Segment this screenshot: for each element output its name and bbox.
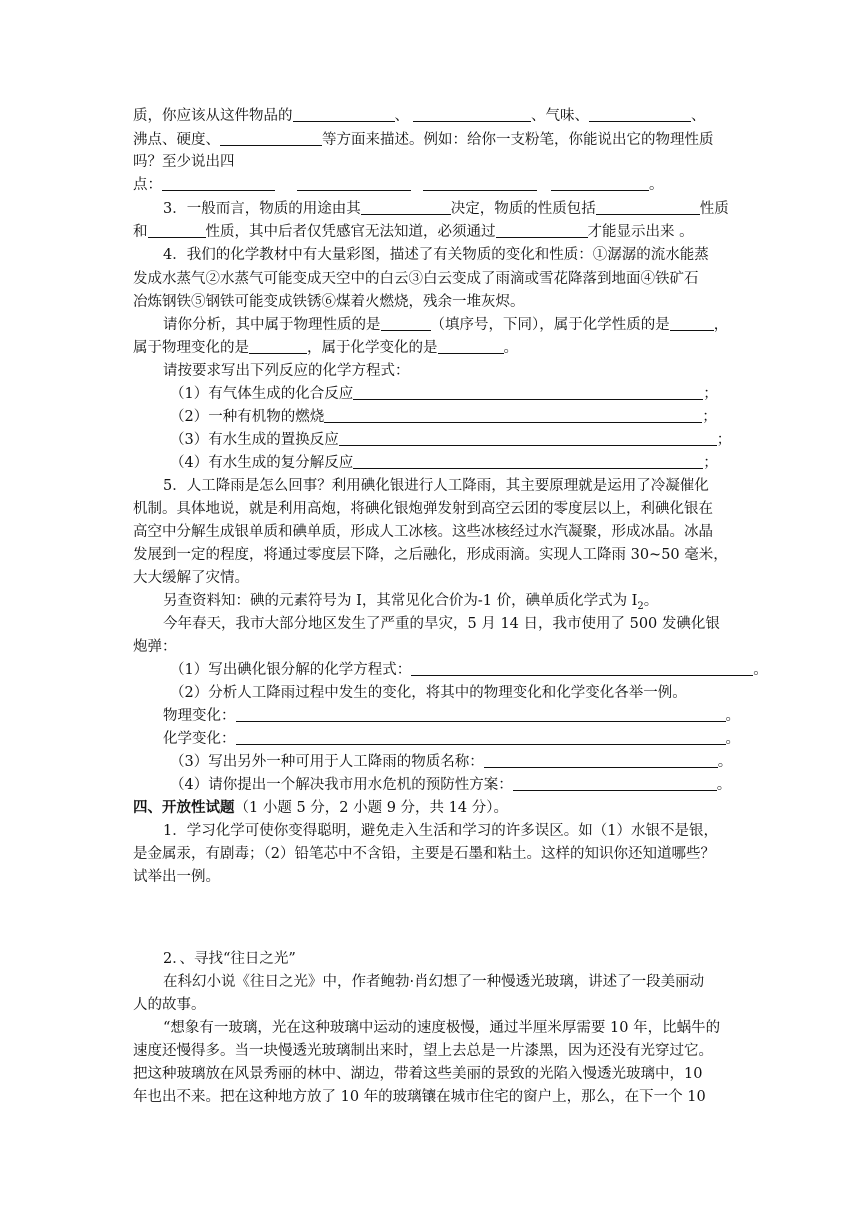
answer-blank[interactable] — [484, 753, 718, 768]
section-heading: 四、开放性试题（1 小题 5 分，2 小题 9 分，共 14 分）。 — [133, 799, 508, 816]
answer-blank[interactable] — [293, 107, 395, 122]
answer-blank[interactable] — [411, 661, 753, 676]
text-line: （2）一种有机物的燃烧 ； — [170, 409, 717, 425]
text-line: （1）有气体生成的化合反应 ； — [170, 386, 718, 402]
answer-blank[interactable] — [148, 223, 206, 238]
text-line: 炮弹： — [133, 639, 177, 655]
answer-blank[interactable] — [513, 776, 717, 791]
text-line: 速度还慢得多。当一块慢透光玻璃制出来时，望上去总是一片漆黑，因为还没有光穿过它。 — [133, 1043, 713, 1059]
text-line: 另查资料知：碘的元素符号为 I，其常见化合价为-1 价，碘单质化学式为 $I_2$。 — [163, 593, 659, 612]
text-line: 把这种玻璃放在风景秀丽的林中、湖边，带着这些美丽的景致的光陷入慢透光玻璃中，10 — [133, 1066, 703, 1082]
text-line: 请你分析，其中属于物理性质的是 （填序号，下同），属于化学性质的是 ， — [163, 317, 729, 333]
text-line: 请按要求写出下列反应的化学方程式： — [163, 363, 410, 379]
text-line: 化学变化： 。 — [163, 731, 740, 747]
answer-blank[interactable] — [339, 431, 717, 446]
text-line: 高空中分解生成银单质和碘单质，形成人工冰核。这些冰核经过水汽凝聚，形成冰晶。冰晶 — [133, 524, 713, 540]
text-line: 吗？至少说出四 — [133, 154, 235, 170]
text-line: 点： 。 — [133, 177, 664, 193]
text-line: 冶炼钢铁⑤钢铁可能变成铁锈⑥煤着火燃烧，残余一堆灰烬。 — [133, 294, 525, 310]
text-line: “想象有一玻璃，光在这种玻璃中运动的速度极慢，通过半厘米厚需要 10 年，比蜗牛的 — [163, 1020, 721, 1036]
question-5: 5．人工降雨是怎么回事？利用碘化银进行人工降雨，其主要原理就是运用了冷凝催化 — [163, 478, 709, 494]
text-line: （4）请你提出一个解决我市用水危机的预防性方案： 。 — [170, 777, 732, 793]
text-line: 大大缓解了灾情。 — [133, 570, 249, 586]
text-line: 质，你应该从这件物品的 、 、气味、 、 — [133, 108, 706, 124]
answer-blank[interactable] — [324, 408, 702, 423]
answer-blank[interactable] — [423, 176, 537, 191]
text-line: （1）写出碘化银分解的化学方程式： 。 — [170, 662, 768, 678]
answer-blank[interactable] — [670, 316, 714, 331]
text-line: （3）写出另外一种可用于人工降雨的物质名称： 。 — [170, 754, 733, 770]
answer-blank[interactable] — [438, 339, 504, 354]
text-line: 发展到一定的程度，将通过零度层下降，之后融化，形成雨滴。实现人工降雨 30~50 毫米， — [133, 547, 728, 563]
text-line: 人的故事。 — [133, 997, 206, 1013]
answer-blank[interactable] — [551, 176, 649, 191]
answer-blank[interactable] — [361, 200, 451, 215]
text-line: 和 性质，其中后者仅凭感官无法知道，必须通过 才能显示出来 。 — [133, 224, 694, 240]
answer-blank[interactable] — [413, 107, 531, 122]
answer-blank[interactable] — [162, 176, 275, 191]
text-line: 今年春天，我市大部分地区发生了严重的旱灾，5 月 14 日，我市使用了 500 发碘化银 — [163, 616, 720, 632]
text-line: （2）分析人工降雨过程中发生的变化，将其中的物理变化和化学变化各举一例。 — [170, 685, 687, 701]
answer-blank[interactable] — [596, 200, 700, 215]
answer-blank[interactable] — [589, 107, 691, 122]
answer-blank[interactable] — [236, 730, 726, 745]
answer-blank[interactable] — [249, 339, 307, 354]
answer-blank[interactable] — [220, 131, 322, 146]
answer-blank[interactable] — [353, 385, 703, 400]
answer-blank[interactable] — [381, 316, 431, 331]
text-line: （4）有水生成的复分解反应 ； — [170, 455, 718, 471]
text-line: 在科幻小说《往日之光》中，作者鲍勃·肖幻想了一种慢透光玻璃，讲述了一段美丽动 — [163, 974, 705, 990]
question-4: 4．我们的化学教材中有大量彩图，描述了有关物质的变化和性质：①潺潺的流水能蒸 — [163, 247, 709, 263]
text-line: 试举出一例。 — [133, 869, 220, 885]
text-line: 机制。具体地说，就是利用高炮，将碘化银炮弹发射到高空云团的零度层以上，利碘化银在 — [133, 501, 713, 517]
text-line: 属于物理变化的是 ，属于化学变化的是 。 — [133, 340, 518, 356]
text-line: （3）有水生成的置换反应 ； — [170, 432, 732, 448]
text-line: 沸点、硬度、 等方面来描述。例如：给你一支粉笔，你能说出它的物理性质 — [133, 132, 714, 148]
text-line: 年也出不来。把在这种地方放了 10 年的玻璃镶在城市住宅的窗户上，那么，在下一个 10 — [133, 1089, 706, 1105]
text-line: 是金属汞，有剧毒；（2）铅笔芯中不含铅，主要是石墨和粘土。这样的知识你还知道哪些？ — [133, 846, 715, 862]
answer-blank[interactable] — [297, 176, 411, 191]
text-line: 发成水蒸气②水蒸气可能变成天空中的白云③白云变成了雨滴或雪花降落到地面④铁矿石 — [133, 271, 699, 287]
open-question-2: 2．、寻找“往日之光” — [163, 951, 296, 967]
text-line: 物理变化： 。 — [163, 708, 740, 724]
answer-blank[interactable] — [236, 707, 726, 722]
answer-blank[interactable] — [496, 223, 588, 238]
open-question-1: 1．学习化学可使你变得聪明，避免走入生活和学习的许多误区。如（1）水银不是银， — [163, 823, 718, 839]
answer-blank[interactable] — [353, 454, 703, 469]
question-3: 3．一般而言，物质的用途由其 决定，物质的性质包括 性质 — [163, 201, 729, 217]
